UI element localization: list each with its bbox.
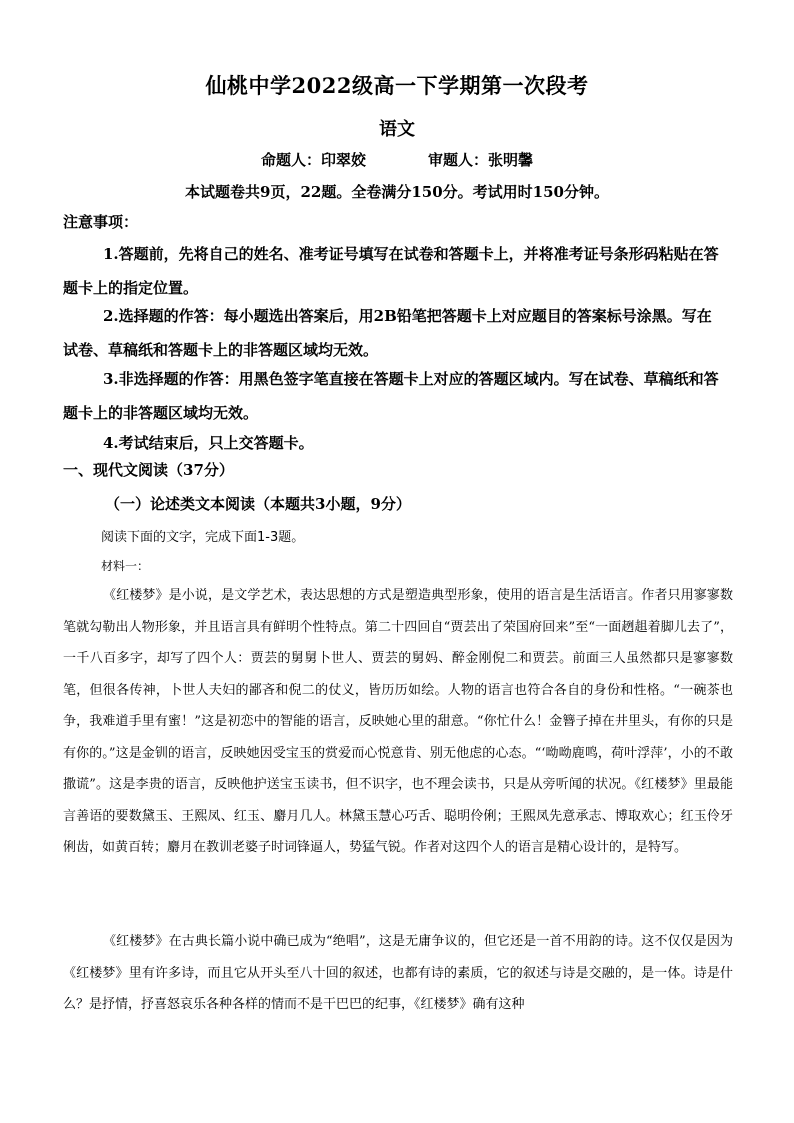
notice-heading: 注意事项： [63,213,139,231]
exam-info: 本试题卷共9页，22题。全卷满分150分。考试用时150分钟。 [185,183,609,201]
section-title: 一、现代文阅读（37分） [63,461,234,479]
material-label: 材料一： [101,559,150,573]
exam-title: 仙桃中学2022级高一下学期第一次段考 [205,73,589,98]
subsection-title: （一）论述类文本阅读（本题共3小题，9分） [105,495,411,513]
notice-item-3: 3.非选择题的作答：用黑色签字笔直接在答题卡上对应的答题区域内。写在试卷、草稿纸和答题卡上的非答题区域均无效。 [63,370,719,422]
authors-line [0,149,794,170]
reviewer-label: 审题人：张明馨 [428,151,534,169]
notice-item-2: 2.选择题的作答：每小题选出答案后，用2B铅笔把答题卡上对应题目的答案标号涂黑。写在试卷、草稿纸和答题卡上的非答题区域均无效。 [63,307,712,359]
material-paragraph-1: 《红楼梦》是小说，是文学艺术，表达思想的方式是塑造典型形象，使用的语言是生活语言。作者只用寥寥数笔就勾勒出人物形象，并且语言具有鲜明个性特点。第二十四回自“贾芸出了荣国府回来”至“一面趔趄着脚儿去了”，一千八百多字，却写了四个人：贾芸的舅舅卜世人、贾芸的舅妈、醉金刚倪二和贾芸。前面三人虽然都只是寥寥数笔，但很各传神，卜世人夫妇的鄙吝和倪二的仗义，皆历历如绘。人物的语言也符合各自的身份和性格。“一碗茶也争，我难道手里有蜜！”这是初恋中的智能的语言，反映她心里的甜意。“你忙什么！金簪子掉在井里头，有你的只是有你的。”这是金钏的语言，反映她因受宝玉的赏爱而心悦意肯、别无他虑的心态。“‘呦呦鹿鸣，荷叶浮萍’，小的不敢撒谎”。这是李贵的语言，反映他护送宝玉读书，但不识字，也不理会读书，只是从旁听闻的状况。《红楼梦》里最能言善语的要数黛玉、王熙凤、红玉、麝月几人。林黛玉慧心巧舌、聪明伶俐；王熙凤先意承志、博取欢心；红玉伶牙俐齿，如黄百转；麝月在教训老婆子时词锋逼人，势猛气锐。作者对这四个人的语言是精心设计的，是特写。 [63,588,733,855]
subject-title: 语文 [379,119,415,140]
material-paragraph-2: 《红楼梦》在古典长篇小说中确已成为“绝唱”，这是无庸争议的，但它还是一首不用韵的诗。这不仅仅是因为《红楼梦》里有许多诗，而且它从开头至八十回的叙述，也都有诗的素质，它的叙述与诗是交融的，是一体。诗是什么？是抒情，抒喜怒哀乐各种各样的情而不是干巴巴的纪事，《红楼梦》确有这种 [63,934,733,1012]
notice-item-1: 1.答题前，先将自己的姓名、准考证号填写在试卷和答题卡上，并将准考证号条形码粘贴在答题卡上的指定位置。 [63,245,719,297]
notice-item-4: 4.考试结束后，只上交答题卡。 [103,434,314,452]
setter-label: 命题人：印翠姣 [260,151,366,169]
reading-instruction: 阅读下面的文字，完成下面1-3题。 [101,530,305,545]
